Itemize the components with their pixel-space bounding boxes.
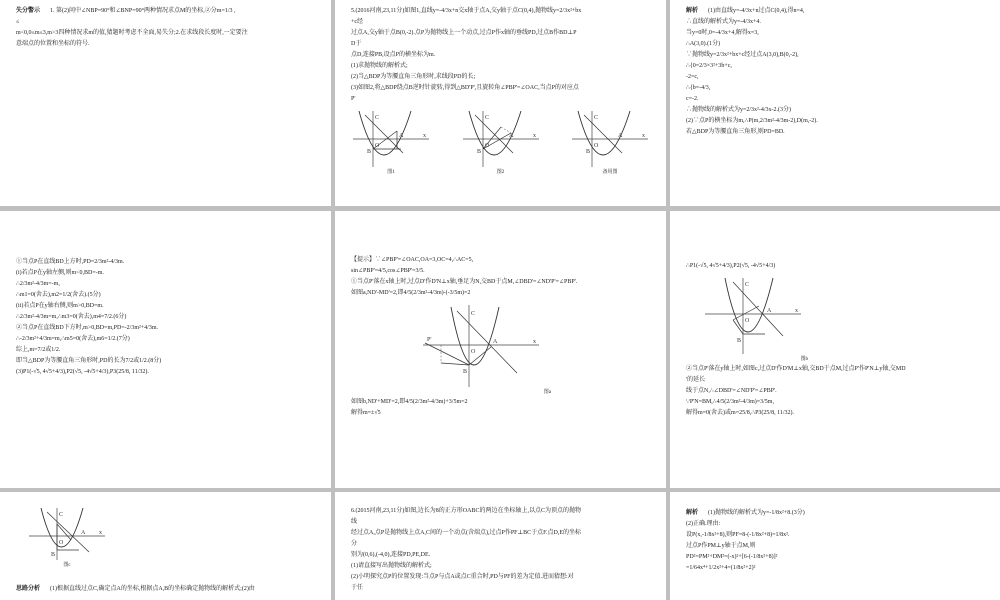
svg-text:O: O	[484, 143, 489, 149]
s3-line-4: ∵抛物线y=2/3x²+bx+c经过点A(3,0),B(0,-2),	[686, 52, 799, 58]
s8-line-3: 分	[351, 541, 358, 547]
svg-text:x: x	[795, 308, 798, 314]
s2-line-5: (1)求抛物线的解析式;	[351, 63, 408, 69]
s8-line-2: 经过点A,点P是抛物线上点A,C间的一个动点(含端点),过点P作PF⊥BC于点F.点D,E的坐标	[351, 530, 582, 536]
figure-a-graph	[421, 303, 541, 389]
figure-spare-caption: 备用图	[602, 170, 618, 175]
s8-line-1: 线	[351, 519, 358, 525]
s4-line-10: (3)P1(-√5, 4√5+4/3),P2(√5, -4√5+4/3),P3(25/8, 11/32).	[16, 369, 149, 375]
slide-1-label: 失分警示	[16, 8, 41, 14]
slide-7	[0, 492, 331, 600]
svg-text:x: x	[423, 133, 426, 139]
slide-9-label: 解析	[686, 510, 699, 516]
svg-text:B: B	[476, 149, 481, 155]
s4-line-5: ∴2/3m²-4/3m=m,∴m3=0(舍去),m4=7/2.(6分)	[16, 314, 127, 320]
figure-c-graph	[27, 506, 107, 562]
s3-line-5: ∴{0=2/3×3²+3b+c,	[686, 63, 732, 69]
s2-line-8: P'	[351, 96, 356, 102]
s4-line-3: ∴m1=0(舍去),m2=1/2(舍去).(5分)	[16, 292, 101, 298]
s2-line-2: 过点A,交y轴于点B(0,-2).点P为抛物线上一个动点,过点P作x轴的垂线PD,过点B作BD⊥P	[351, 30, 577, 36]
s8-line-7: 于任	[351, 585, 364, 591]
s6-line-1: '的延长	[686, 377, 706, 383]
s2-line-3: D于	[351, 41, 362, 47]
figure-2-caption: 图2	[496, 170, 505, 175]
figure-1	[351, 109, 431, 177]
figure-b-graph	[703, 276, 803, 356]
figure-spare-graph	[570, 109, 650, 169]
s8-line-0: 6.(2015河南,23,11分)如图,边长为8的正方形OABC的两边在坐标轴上,以点C为顶点的抛物	[351, 508, 581, 514]
svg-text:C: C	[594, 115, 599, 121]
svg-text:x: x	[99, 530, 102, 536]
slide-2	[335, 0, 666, 206]
s2-figures	[351, 109, 650, 177]
s6-line-3: ∵P'N=BM,∴4/5(2/3m²-4/3m)=3/5m,	[686, 399, 774, 405]
s2-line-0: 5.(2016河南,23,11分)如图1,直线y=-4/3x+n交x轴于点A,交y轴于点C(0,4),抛物线y=2/3x²+bx	[351, 8, 582, 14]
s9-line-5: =1/64x⁴+1/2x²+4=(1/8x²+2)²	[686, 565, 756, 571]
s5-line-3: 如图a,ND'-MD'=2,即4/5(2/3m²-4/3m)-(-3/5m)=2	[351, 290, 471, 296]
s2-line-6: (2)当△BDP为等腰直角三角形时,求线段PD的长;	[351, 74, 476, 80]
s6-line-2: 线于点N,∴∠DBD'=∠ND'P'=∠PBP'.	[686, 388, 777, 394]
slide-7-label: 思路分析	[16, 586, 41, 592]
s9-line-2: 设P(x,-1/8x²+8),则PF=8-(-1/8x²+8)=1/8x².	[686, 532, 790, 538]
slide-5	[335, 211, 666, 488]
s5-after-0: 如图b,ND'+MD'=2,即4/5(2/3m²-4/3m)+3/5m=2	[351, 399, 468, 405]
slide-3-label: 解析	[686, 8, 699, 14]
s3-line-9: ∴抛物线的解析式为y=2/3x²-4/3x-2.(3分)	[686, 107, 792, 113]
s9-line-4: PD²=PM²+DM²=(-x)²+[6-(-1/8x²+8)]²	[686, 554, 778, 560]
slide-6	[670, 211, 1000, 488]
s6-top-line: ∴P1(-√5, 4√5+4/3),P2(√5, -4√5+4/3)	[686, 263, 776, 269]
s4-line-1: (i)若点P在y轴左侧,则m<0,BD=-m.	[16, 270, 104, 276]
s6-line-4: 解得m=0(舍去)或m=25/8,∴P3(25/8, 11/32).	[686, 410, 795, 416]
svg-text:A: A	[767, 308, 772, 314]
s1-line-0: 1. 第(2)问中∠NBP=90°和∠BNP=90°两种情况求点M的坐标,②分m=1/3 ,	[50, 8, 236, 14]
s2-line-1: +c经	[351, 19, 364, 25]
s1-line-3: 意端点的位置和坐标的符号.	[16, 41, 90, 47]
svg-text:C: C	[59, 512, 64, 518]
slide-4	[0, 211, 331, 488]
svg-text:C: C	[745, 282, 750, 288]
svg-text:P': P'	[427, 337, 432, 343]
figure-b	[698, 276, 808, 364]
s3-line-1: ∴直线的解析式为y=-4/3x+4.	[686, 19, 761, 25]
s1-line-2: m<0,0≤m≤3,m>3四种情况求m的值,猜题时考虑不全面,易失分;2.在求线段长度时,一定要注	[16, 30, 248, 36]
svg-text:A: A	[508, 133, 513, 139]
s3-line-11: 若△BDP为等腰直角三角形,则PD=BD.	[686, 129, 785, 135]
slide-9	[670, 492, 1000, 600]
figure-a	[411, 303, 551, 397]
svg-text:A: A	[618, 133, 623, 139]
svg-text:B: B	[463, 369, 468, 375]
s1-line-1: ≤	[16, 19, 20, 25]
figure-2	[461, 109, 541, 177]
s5-line-2: ①当点P'落在x轴上时,过点D'作D'N⊥x轴,垂足为N,交BD于点M,∠DBD'=∠ND'P'=∠PBP'.	[351, 279, 578, 285]
figure-spare	[570, 109, 650, 177]
s9-line-0: (1)抛物线的解析式为y=-1/8x²+8.(3分)	[708, 510, 805, 516]
figure-2-graph	[461, 109, 541, 169]
s9-line-1: (2)正确.理由:	[686, 521, 721, 527]
figure-1-caption: 图1	[387, 170, 395, 175]
svg-text:B: B	[367, 149, 372, 155]
s4-line-8: 综上,m=7/2或1/2.	[16, 347, 61, 353]
s3-line-2: 当y=0时,0=-4/3x+4,解得x=3,	[686, 30, 759, 36]
svg-text:B: B	[586, 149, 591, 155]
figure-a-caption: 图a	[543, 390, 551, 395]
svg-text:C: C	[471, 311, 476, 317]
svg-text:x: x	[532, 133, 536, 139]
s4-line-7: ∴-2/3m²+4/3m=m,∴m5=0(舍去),m6=1/2.(7分)	[16, 336, 130, 342]
svg-text:x: x	[533, 339, 536, 345]
s8-line-6: (2)小明探究点P的位置发现:当点P与点A或点C重合时,PD与PF的差为定值.进而猜想:对	[351, 574, 574, 580]
slide-1	[0, 0, 331, 206]
s4-line-4: (ii)若点P在y轴右侧,则m>0,BD=m.	[16, 303, 104, 309]
s9-line-3: 过点P作PM⊥y轴于点M,则	[686, 543, 756, 549]
s4-line-2: ∴2/3m²-4/3m=-m,	[16, 281, 60, 287]
slide-3	[670, 0, 1000, 206]
s3-line-10: (2)∵点P的横坐标为m,∴P(m,2/3m²-4/3m-2),D(m,-2).	[686, 118, 818, 124]
svg-text:A: A	[81, 530, 86, 536]
svg-text:C: C	[375, 115, 380, 121]
s5-line-0: 【提示】∵∠PBP'=∠OAC,OA=3,OC=4,∴AC=5,	[351, 257, 474, 263]
s3-line-0: (1)由直线y=-4/3x+n过点C(0,4),得n=4,	[708, 8, 805, 14]
s3-line-3: ∴A(3,0).(1分)	[686, 41, 721, 47]
s5-line-1: sin∠PBP'=4/5,cos∠PBP'=3/5.	[351, 268, 425, 274]
figure-b-caption: 图b	[800, 357, 808, 362]
s6-line-0: ②当点P'落在y轴上时,如图c,过点D'作D'M⊥x轴,交BD于点M,过点P'作P'N⊥y轴,交MD	[686, 366, 906, 372]
slide-8	[335, 492, 666, 600]
s7-bottom-line: (1)根据直线过点C,确定点A的坐标,根据点A,B的坐标确定抛物线的解析式;(2)由	[50, 586, 255, 592]
s4-line-9: 即当△BDP为等腰直角三角形时,PD的长为7/2或1/2.(8分)	[16, 358, 162, 364]
svg-text:O: O	[471, 349, 476, 355]
svg-text:A: A	[493, 339, 498, 345]
figure-c-caption: 图c	[63, 563, 71, 568]
s8-line-4: 别为(0,6),(-4,0),连接PD,PE,DE.	[351, 552, 431, 558]
s8-line-5: (1)请直接写出抛物线的解析式;	[351, 563, 432, 569]
s2-line-4: 点D,连接PB,设点P的横坐标为m.	[351, 52, 436, 58]
svg-text:A: A	[399, 133, 404, 139]
svg-text:x: x	[642, 133, 645, 139]
svg-text:O: O	[594, 143, 599, 149]
s2-line-7: (3)如图2,将△BDP绕点B逆时针旋转,得到△BD'P',且旋转角∠PBP'=∠OAC,当点P的对应点	[351, 85, 579, 91]
s4-line-0: ①当点P在直线BD上方时,PD=2/3m²-4/3m.	[16, 259, 125, 265]
s3-line-6: -2=c,	[686, 74, 699, 80]
figure-c	[22, 506, 112, 570]
svg-text:O: O	[59, 540, 64, 546]
svg-text:B: B	[51, 552, 56, 558]
svg-text:B: B	[737, 338, 742, 344]
s5-after-1: 解得m=±√5	[351, 410, 381, 416]
svg-text:C: C	[484, 115, 489, 121]
s4-line-6: ②当点P在直线BD下方时,m>0,BD=m,PD=-2/3m²+4/3m.	[16, 325, 159, 331]
s3-line-8: c=-2.	[686, 96, 699, 102]
svg-text:O: O	[745, 318, 750, 324]
s3-line-7: ∴{b=-4/3,	[686, 85, 711, 91]
figure-1-graph	[351, 109, 431, 169]
svg-text:O: O	[375, 143, 380, 149]
